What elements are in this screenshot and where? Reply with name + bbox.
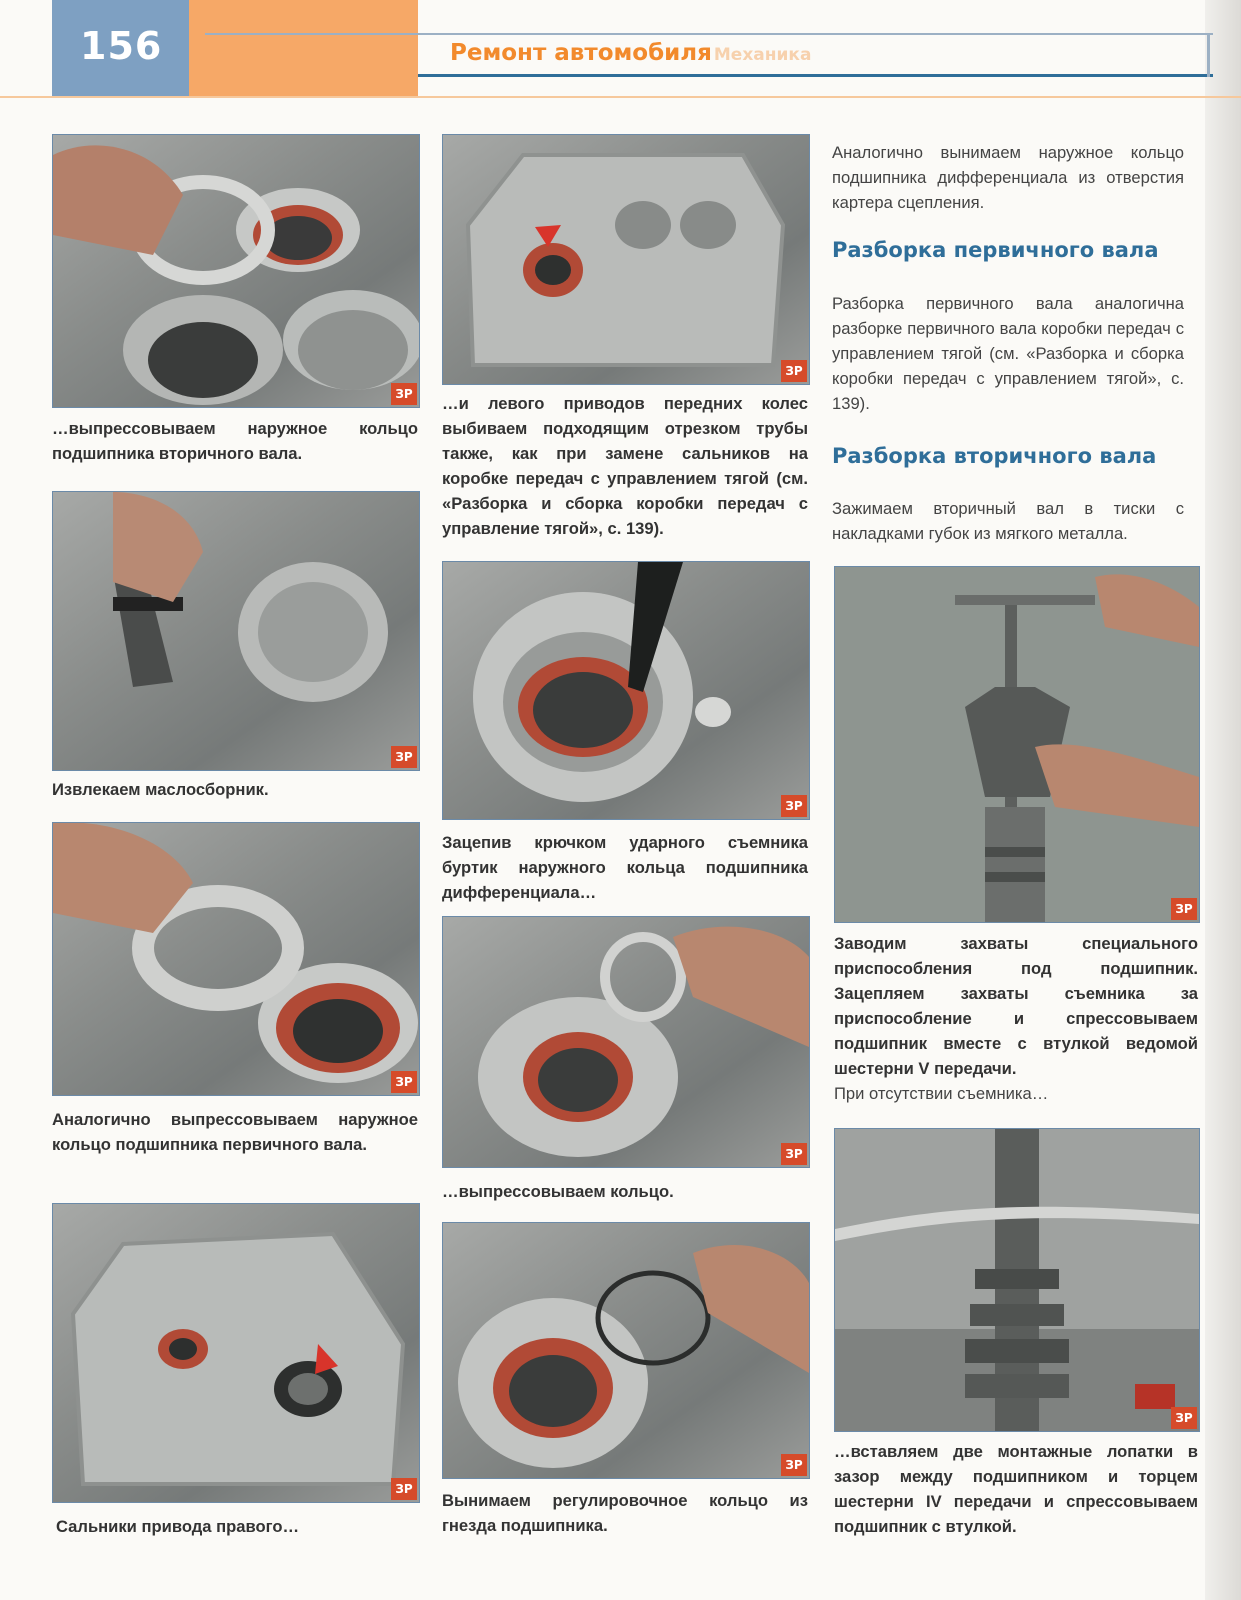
photo-press-out-ring: [442, 916, 810, 1168]
caption-1: …выпрессовываем наружное кольцо подшипника вторичного вала.: [52, 419, 418, 463]
zr-badge: ЗР: [391, 746, 417, 768]
header-rule-top: [205, 33, 1213, 35]
photo-outer-ring-primary-shaft: [52, 822, 420, 1096]
zr-badge: ЗР: [391, 1478, 417, 1500]
photo-oil-collector: [52, 491, 420, 771]
page-number: 156: [80, 24, 163, 68]
zr-badge: ЗР: [781, 360, 807, 382]
photo-outer-ring-secondary-shaft: [52, 134, 420, 408]
header-rule-bottom: [418, 74, 1213, 77]
header-endcap: [1207, 33, 1210, 77]
no-puller-text: При отсутствии съемника…: [834, 1084, 1049, 1103]
caption-6: Зацепив крючком ударного съемника буртик наружного кольца подшипника дифференциала…: [442, 833, 808, 902]
heading-primary-shaft: Разборка первичного вала: [832, 238, 1159, 262]
header-divider: [0, 96, 1241, 98]
photo-puller-tool: [834, 566, 1200, 923]
photo-left-drive-seal: [442, 134, 810, 385]
zr-badge: ЗР: [781, 1454, 807, 1476]
primary-shaft-paragraph: Разборка первичного вала аналогична разборке первичного вала коробки передач с управлением тягой (см. «Разборка и сборка коробки передач с управлением тягой», с. 139).: [832, 294, 1184, 413]
intro-paragraph: Аналогично вынимаем наружное кольцо подшипника дифференциала из отверстия картера сцепления.: [832, 143, 1184, 212]
zr-badge: ЗР: [1171, 1407, 1197, 1429]
header-orange-block: [189, 0, 418, 96]
caption-8: Вынимаем регулировочное кольцо из гнезда подшипника.: [442, 1491, 808, 1535]
caption-3: Аналогично выпрессовываем наружное кольцо подшипника первичного вала.: [52, 1110, 418, 1154]
section-ghost-text: Механика: [713, 45, 812, 65]
caption-7: …выпрессовываем кольцо.: [442, 1182, 674, 1201]
caption-2: Извлекаем маслосборник.: [52, 780, 269, 799]
photo-hook-puller: [442, 561, 810, 820]
section-title: [450, 40, 811, 66]
zr-badge: ЗР: [1171, 898, 1197, 920]
heading-secondary-shaft: Разборка вторичного вала: [832, 444, 1157, 468]
photo-mounting-blades: [834, 1128, 1200, 1432]
section-title-text: Ремонт автомобиля: [450, 40, 712, 66]
zr-badge: ЗР: [391, 1071, 417, 1093]
secondary-shaft-paragraph: Зажимаем вторичный вал в тиски с накладками губок из мягкого металла.: [832, 499, 1184, 543]
zr-badge: ЗР: [781, 795, 807, 817]
caption-5: …и левого приводов передних колес выбиваем подходящим отрезком трубы также, как при замене сальников на коробке передач с управлением тягой (см. «Разборка и сборка коробки передач с управление тягой», с. 139).: [442, 394, 808, 538]
page-number-block: [52, 0, 189, 96]
caption-10: …вставляем две монтажные лопатки в зазор между подшипником и торцем шестерни IV передачи и спрессовываем подшипник с втулкой.: [834, 1442, 1198, 1536]
page-edge-shadow: [1205, 0, 1241, 1600]
zr-badge: ЗР: [781, 1143, 807, 1165]
caption-9: Заводим захваты специального приспособления под подшипник. Зацепляем захваты съемника за приспособление и спрессовываем подшипник вместе с втулкой ведомой шестерни V передачи.: [834, 934, 1198, 1078]
photo-adjusting-ring: [442, 1222, 810, 1479]
caption-4: Сальники привода правого…: [56, 1517, 300, 1536]
zr-badge: ЗР: [391, 383, 417, 405]
photo-right-drive-seal: [52, 1203, 420, 1503]
